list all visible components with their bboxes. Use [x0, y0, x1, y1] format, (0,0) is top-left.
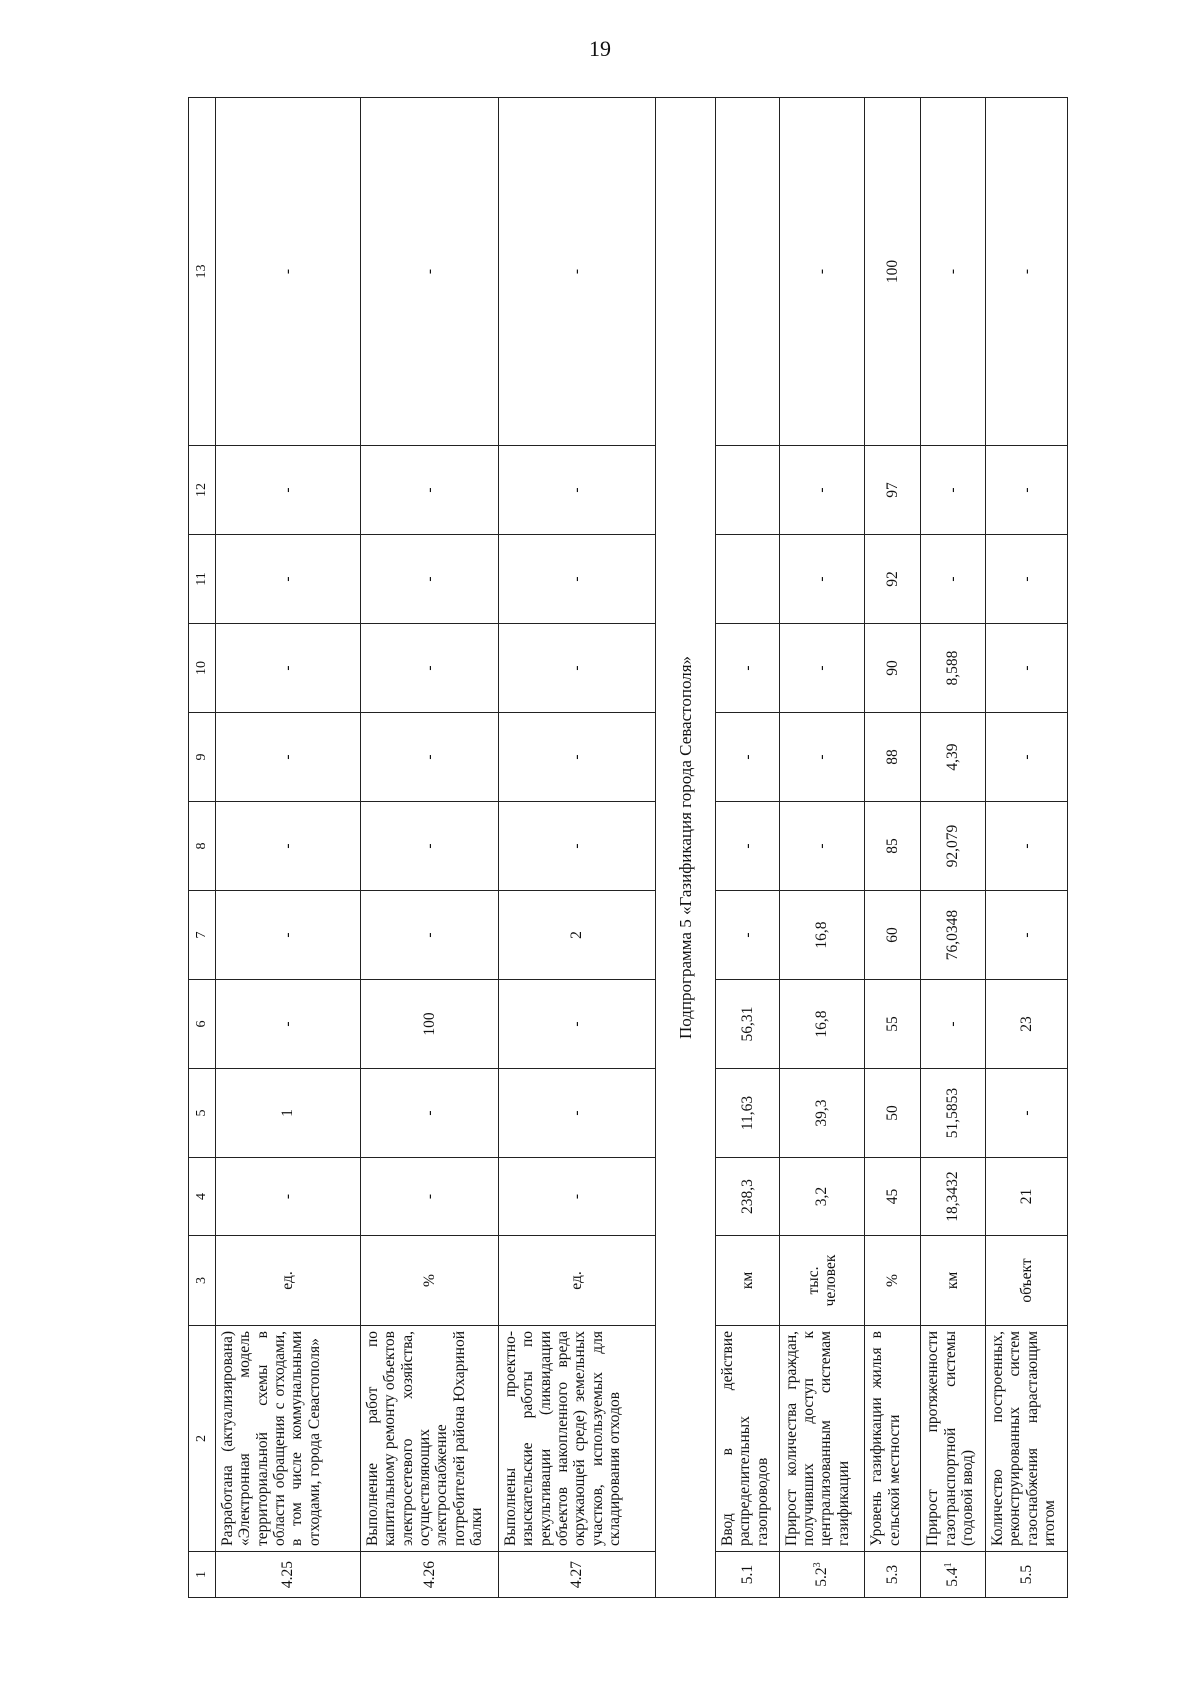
value-cell: -: [985, 891, 1067, 980]
value-cell: -: [360, 1069, 498, 1158]
value-cell: 90: [865, 624, 921, 713]
value-cell: 18,3432: [921, 1158, 985, 1236]
value-cell: 60: [865, 891, 921, 980]
value-cell: -: [215, 713, 360, 802]
value-cell: -: [985, 535, 1067, 624]
value-cell: -: [921, 980, 985, 1069]
row-number-cell: [215, 1552, 360, 1598]
col-number: 6: [189, 980, 216, 1069]
value-cell: -: [921, 98, 985, 446]
value-cell: -: [499, 535, 656, 624]
value-cell: 76,0348: [921, 891, 985, 980]
row-number: 4.26: [420, 1560, 438, 1589]
value-cell: -: [215, 802, 360, 891]
value-cell: 238,3: [716, 1158, 779, 1236]
value-cell: -: [360, 535, 498, 624]
value-cell: -: [215, 1158, 360, 1236]
value-cell: -: [985, 713, 1067, 802]
value-cell: 85: [865, 802, 921, 891]
row-number: 5.4: [944, 1567, 962, 1587]
table-row: [985, 98, 1067, 1598]
value-cell: 39,3: [779, 1069, 865, 1158]
page-number: 19: [589, 36, 611, 61]
value-cell: -: [215, 446, 360, 535]
value-cell: -: [716, 713, 779, 802]
value-cell: 23: [985, 980, 1067, 1069]
row-number: 5.5: [1017, 1564, 1035, 1585]
indicator-name: Выполнение работ по капитальному ремонту объектов электросетевого хозяйства, осуществляющих электроснабжение потребителей района Юхариной балки: [360, 1326, 498, 1552]
indicator-name: Количество построенных, реконструированных систем газоснабжения нарастающим итогом: [985, 1326, 1067, 1552]
value-cell: 2: [499, 891, 656, 980]
value-cell: -: [716, 624, 779, 713]
col-number: 3: [189, 1236, 216, 1326]
value-cell: -: [215, 535, 360, 624]
col-number: 10: [189, 624, 216, 713]
row-number-cell: [921, 1552, 985, 1598]
value-cell: -: [921, 446, 985, 535]
value-cell: [716, 98, 779, 446]
column-number-row: [189, 98, 216, 1598]
value-cell: -: [360, 1158, 498, 1236]
value-cell: -: [716, 802, 779, 891]
col-number: 12: [189, 446, 216, 535]
col-number: 1: [189, 1552, 216, 1598]
indicator-name: Ввод в действие распределительных газопроводов: [716, 1326, 779, 1552]
indicators-table: [188, 97, 1068, 1598]
row-number: 4.25: [279, 1560, 297, 1589]
row-number: 5.2: [813, 1567, 831, 1587]
unit-cell: объект: [985, 1236, 1067, 1326]
value-cell: -: [499, 713, 656, 802]
value-cell: -: [215, 98, 360, 446]
table-row: [716, 98, 779, 1598]
value-cell: -: [779, 713, 865, 802]
table-row: [215, 98, 360, 1598]
value-cell: -: [779, 802, 865, 891]
value-cell: 4,39: [921, 713, 985, 802]
value-cell: -: [779, 98, 865, 446]
indicator-name: Прирост количества граждан, получивших доступ к централизованным системам газификации: [779, 1326, 865, 1552]
row-number-cell: [499, 1552, 656, 1598]
value-cell: -: [921, 535, 985, 624]
value-cell: -: [779, 624, 865, 713]
value-cell: -: [985, 624, 1067, 713]
value-cell: 50: [865, 1069, 921, 1158]
value-cell: -: [985, 1069, 1067, 1158]
subprogram-row: [655, 98, 715, 1598]
col-number: 7: [189, 891, 216, 980]
value-cell: -: [779, 446, 865, 535]
col-number: 5: [189, 1069, 216, 1158]
col-number: 13: [189, 98, 216, 446]
row-number-cell: [865, 1552, 921, 1598]
col-number: 11: [189, 535, 216, 624]
value-cell: -: [499, 624, 656, 713]
row-number-cell: [360, 1552, 498, 1598]
value-cell: 21: [985, 1158, 1067, 1236]
unit-cell: км: [921, 1236, 985, 1326]
table-row: [921, 98, 985, 1598]
table-row: [499, 98, 656, 1598]
value-cell: 97: [865, 446, 921, 535]
unit-cell: ед.: [215, 1236, 360, 1326]
value-cell: 92,079: [921, 802, 985, 891]
value-cell: -: [499, 802, 656, 891]
row-number-cell: [779, 1552, 865, 1598]
value-cell: -: [360, 98, 498, 446]
value-cell: -: [985, 446, 1067, 535]
unit-cell: ед.: [499, 1236, 656, 1326]
row-number-cell: [716, 1552, 779, 1598]
value-cell: [716, 446, 779, 535]
value-cell: -: [360, 802, 498, 891]
value-cell: [716, 535, 779, 624]
row-number: 5.1: [738, 1564, 756, 1585]
value-cell: -: [499, 980, 656, 1069]
value-cell: -: [360, 624, 498, 713]
row-number-footnote: 1: [943, 1562, 955, 1568]
value-cell: 55: [865, 980, 921, 1069]
value-cell: 88: [865, 713, 921, 802]
value-cell: -: [360, 446, 498, 535]
table-row: [779, 98, 865, 1598]
value-cell: 11,63: [716, 1069, 779, 1158]
value-cell: 100: [865, 98, 921, 446]
value-cell: 51,5853: [921, 1069, 985, 1158]
value-cell: 16,8: [779, 980, 865, 1069]
value-cell: -: [779, 535, 865, 624]
value-cell: 100: [360, 980, 498, 1069]
rotated-table-container: [188, 98, 1068, 1598]
unit-cell: %: [360, 1236, 498, 1326]
value-cell: 16,8: [779, 891, 865, 980]
indicator-name: Прирост протяженности газотранспортной системы (годовой ввод): [921, 1326, 985, 1552]
value-cell: -: [499, 98, 656, 446]
row-number-cell: [985, 1552, 1067, 1598]
value-cell: -: [215, 980, 360, 1069]
value-cell: -: [716, 891, 779, 980]
indicator-name: Разработана (актуализирована) «Электронная модель территориальной схемы в области обращения с отходами, в том числе коммунальными отходами, города Севастополя»: [215, 1326, 360, 1552]
value-cell: -: [360, 891, 498, 980]
value-cell: 3,2: [779, 1158, 865, 1236]
value-cell: 1: [215, 1069, 360, 1158]
row-number-footnote: 3: [812, 1562, 824, 1568]
value-cell: -: [215, 624, 360, 713]
col-number: 2: [189, 1326, 216, 1552]
value-cell: -: [499, 446, 656, 535]
indicator-name: Уровень газификации жилья в сельской местности: [865, 1326, 921, 1552]
value-cell: -: [985, 98, 1067, 446]
value-cell: -: [499, 1069, 656, 1158]
table-row: [865, 98, 921, 1598]
row-number: 4.27: [568, 1560, 586, 1589]
row-number: 5.3: [884, 1564, 902, 1585]
table-row: [360, 98, 498, 1598]
value-cell: -: [985, 802, 1067, 891]
unit-cell: %: [865, 1236, 921, 1326]
value-cell: -: [360, 713, 498, 802]
value-cell: 92: [865, 535, 921, 624]
col-number: 4: [189, 1158, 216, 1236]
unit-cell: тыс. человек: [779, 1236, 865, 1326]
subprogram-title: Подпрограмма 5 «Газификация города Севастополя»: [655, 98, 715, 1598]
value-cell: 45: [865, 1158, 921, 1236]
rotated-table: [188, 98, 1068, 1598]
col-number: 8: [189, 802, 216, 891]
indicator-name: Выполнены проектно-изыскательские работы по рекультивации (ликвидации объектов накопленного вреда окружающей среде) земельных участков, используемых для складирования отходов: [499, 1326, 656, 1552]
value-cell: -: [499, 1158, 656, 1236]
value-cell: -: [215, 891, 360, 980]
value-cell: 56,31: [716, 980, 779, 1069]
col-number: 9: [189, 713, 216, 802]
value-cell: 8,588: [921, 624, 985, 713]
unit-cell: км: [716, 1236, 779, 1326]
